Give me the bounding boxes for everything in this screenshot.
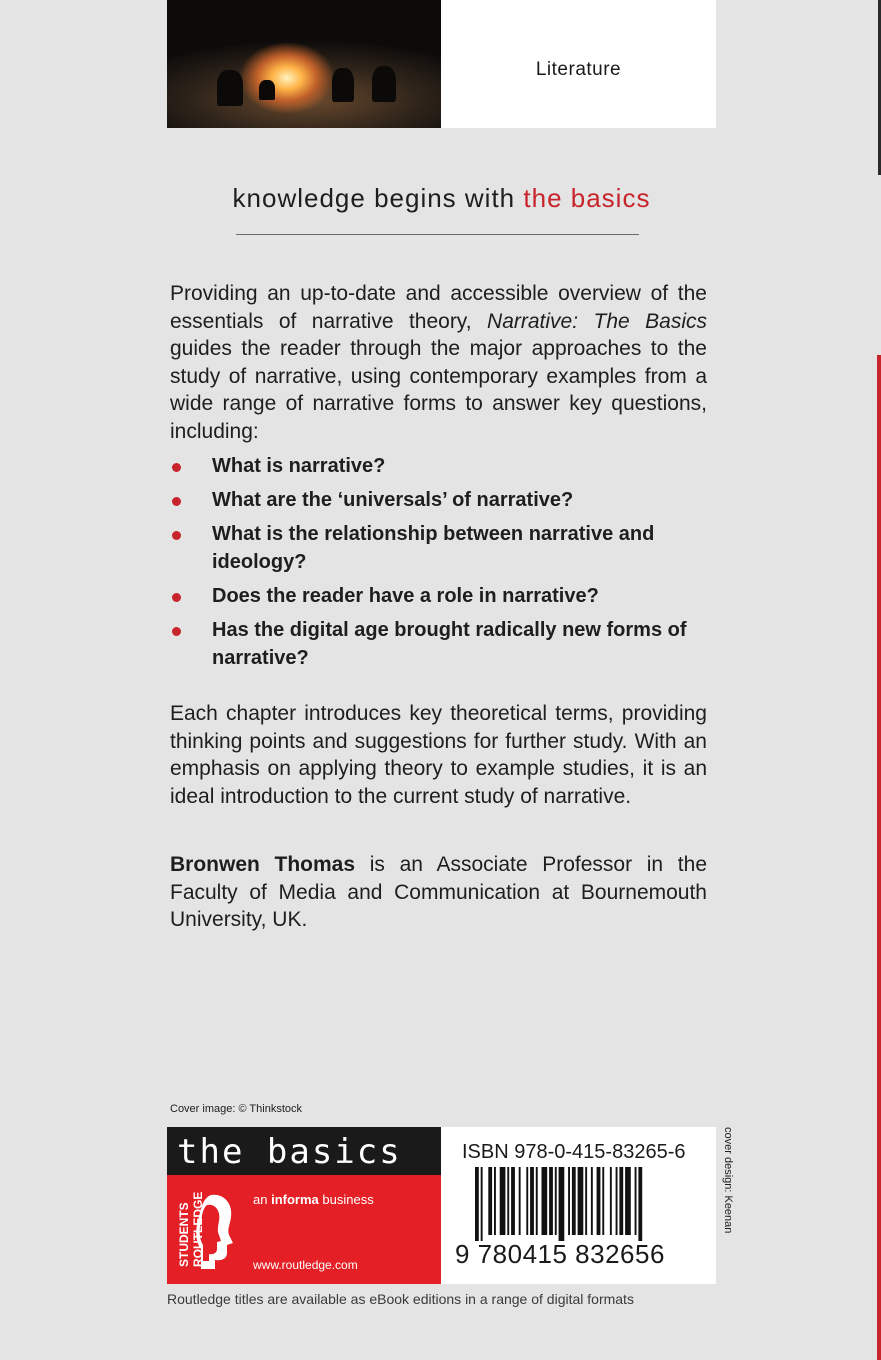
barcode-bar [597,1167,601,1235]
tagline-prefix: knowledge begins with [232,183,516,213]
list-item [170,616,707,672]
barcode-bar [572,1167,576,1235]
barcode-icon [475,1167,695,1241]
bullet-dot-icon [172,627,181,636]
informa-brand: informa [271,1192,319,1207]
series-name: the basics [177,1132,402,1172]
barcode-bar [542,1167,548,1235]
question-text: Does the reader have a role in narrative? [212,585,599,607]
barcode-digits: 9 780415 832656 [455,1239,665,1269]
question-text: Has the digital age brought radically new forms of narrative? [212,619,687,669]
cover-design-credit: cover design: Keenan [722,1127,734,1234]
barcode-bar [585,1167,587,1235]
barcode-bar [619,1167,623,1235]
barcode-bar [475,1167,479,1241]
bullet-dot-icon [172,593,181,602]
routledge-logo [177,1189,237,1271]
barcode-panel [441,1127,716,1284]
barcode-bar [568,1167,570,1235]
author-name: Bronwen Thomas [170,853,356,876]
barcode-bar [549,1167,553,1235]
campfire-photo [167,0,441,128]
author-bio-text: is an Associate Professor in the Faculty of Media and Communication at Bournemouth University, UK. [170,853,707,931]
barcode-bar [481,1167,483,1241]
barcode-bar [625,1167,631,1235]
barcode-bar [500,1167,506,1235]
bullet-dot-icon [172,463,181,472]
author-bio-paragraph [170,851,707,934]
logo-text-students: STUDENTS [177,1202,191,1267]
barcode-bar [591,1167,593,1235]
silhouette-figure [259,80,275,100]
isbn-text: ISBN 978-0-415-83265-6 [462,1141,686,1163]
intro-paragraph [170,280,707,445]
book-title-italic: Narrative: The Basics [487,309,708,333]
publisher-website: www.routledge.com [253,1258,358,1272]
question-text: What are the ‘universals’ of narrative? [212,489,574,511]
question-text: What is the relationship between narrative and ideology? [212,523,655,573]
list-item [170,582,707,610]
barcode-bar [526,1167,528,1235]
barcode-bar [488,1167,492,1235]
informa-prefix: an [253,1192,268,1207]
silhouette-figure [217,70,243,106]
bullet-dot-icon [172,531,181,540]
logo-text-routledge: ROUTLEDGE [191,1191,205,1267]
barcode-bar [602,1167,604,1235]
list-item [170,486,707,514]
intro-text-2: guides the reader through the major approaches to the study of narrative, using contemporary examples from a wide range of narrative forms to answer key questions, including: [170,337,707,443]
barcode-bar [494,1167,496,1235]
question-text: What is narrative? [212,455,386,477]
cover-image-credit: Cover image: © Thinkstock [170,1103,303,1115]
tagline-highlight: the basics [523,183,651,213]
ebook-footer-note: Routledge titles are available as eBook editions in a range of digital formats [167,1291,634,1307]
barcode-bar [559,1167,565,1241]
barcode-bar [519,1167,521,1235]
barcode-bar [555,1167,557,1235]
publisher-panel [167,1175,441,1284]
category-label: Literature [535,59,622,80]
list-item [170,452,707,480]
series-name-panel [167,1127,441,1175]
barcode-bar [638,1167,642,1241]
barcode-bar [578,1167,584,1235]
silhouette-figure [332,68,354,102]
divider-rule [236,234,639,235]
chapter-paragraph: Each chapter introduces key theoretical terms, providing thinking points and suggestions for further study. With an emphasis on applying theory to example studies, it is an ideal introduction to the current study of narrative. [170,702,707,808]
category-label-panel [441,0,716,128]
barcode-bar [616,1167,618,1235]
barcode-bar [610,1167,612,1235]
list-item [170,520,707,576]
spine-edge-red [877,355,881,1360]
intro-text-1: Providing an up-to-date and accessible overview of the essentials of narrative theory, [170,282,707,333]
barcode-bar [507,1167,509,1235]
series-tagline [167,183,716,214]
barcode-bar [536,1167,538,1235]
key-questions-list [170,452,707,678]
barcode-bar [635,1167,637,1235]
barcode-bar [511,1167,515,1235]
bullet-dot-icon [172,497,181,506]
silhouette-figure [372,66,396,102]
barcode-bar [530,1167,534,1235]
informa-suffix: business [322,1192,374,1207]
informa-tagline [253,1192,374,1207]
